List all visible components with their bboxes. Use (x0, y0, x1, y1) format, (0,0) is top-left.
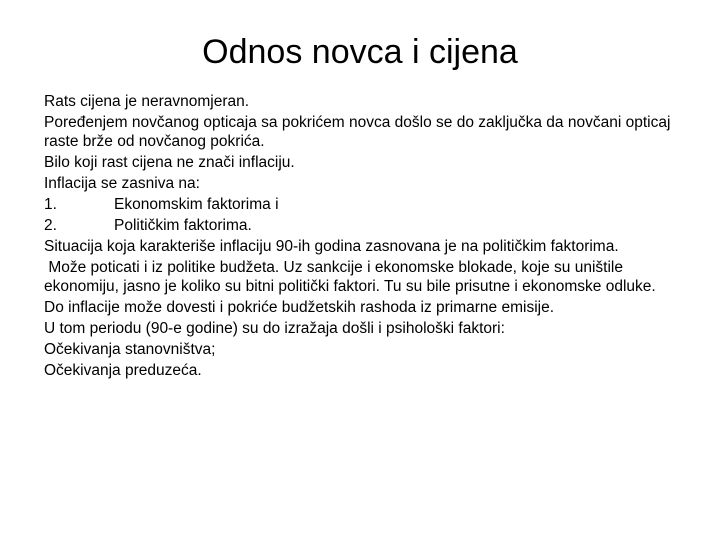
paragraph: Očekivanja preduzeća. (44, 362, 202, 379)
slide-body (44, 92, 684, 382)
paragraph: Očekivanja stanovništva; (44, 341, 216, 358)
paragraph: Rats cijena je neravnomjeran. (44, 93, 250, 110)
paragraph: Inflacija se zasniva na: (44, 175, 200, 192)
slide-title: Odnos novca i cijena (202, 33, 518, 71)
paragraph: Bilo koji rast cijena ne znači inflaciju. (44, 154, 295, 171)
numbered-item (44, 216, 684, 235)
item-text: Političkim faktorima. (114, 217, 252, 234)
paragraph: Poređenjem novčanog opticaja sa pokrićem novca došlo se do zaključka da novčani opticaj raste brže od novčanog pokrića. (44, 114, 671, 150)
item-number: 2. (44, 217, 57, 234)
item-text: Ekonomskim faktorima i (114, 196, 279, 213)
paragraph: Može poticati i iz politike budžeta. Uz sankcije i ekonomske blokade, koje su uništile ekonomiju, jasno je koliko su bitni politički faktori. Tu su bile prisutne i ekonomske odluke. (44, 259, 656, 295)
paragraph: Situacija koja karakteriše inflaciju 90-ih godina zasnovana je na političkim faktorima. (44, 238, 619, 255)
item-number: 1. (44, 196, 57, 213)
paragraph: U tom periodu (90-e godine) su do izražaja došli i psihološki faktori: (44, 320, 505, 337)
numbered-item (44, 195, 684, 214)
paragraph: Do inflacije može dovesti i pokriće budžetskih rashoda iz primarne emisije. (44, 299, 555, 316)
